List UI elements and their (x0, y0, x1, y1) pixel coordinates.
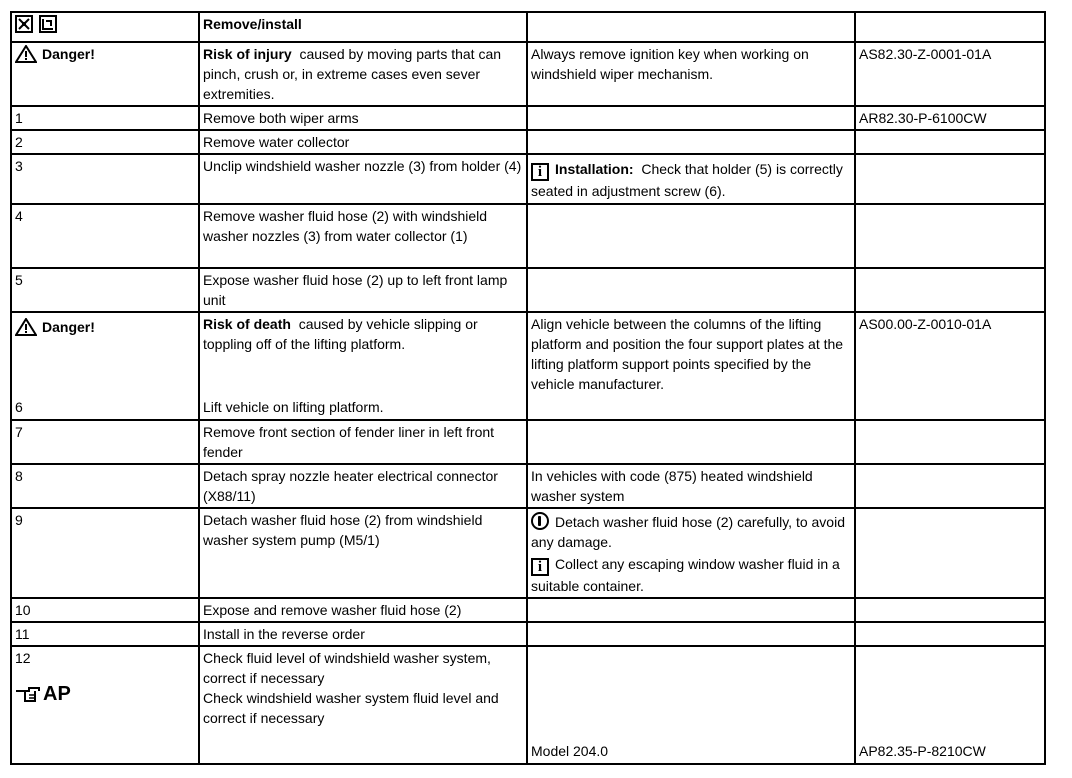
note-cell (527, 598, 855, 622)
ref-link[interactable] (855, 130, 1045, 154)
note-cell (527, 622, 855, 646)
table-row (11, 42, 1045, 106)
step-number: 12 (15, 650, 31, 666)
ap-label: AP (43, 683, 71, 705)
note-cell: In vehicles with code (875) heated windshield washer system (527, 464, 855, 508)
note-cell (527, 130, 855, 154)
table-row (11, 268, 1045, 312)
step-number: 5 (11, 268, 199, 312)
task-text: Check windshield washer system fluid level and correct if necessary (203, 690, 499, 726)
tools-icon (15, 15, 33, 33)
risk-text: caused by moving parts that can pinch, crush or, in extreme cases even sever extremities. (203, 46, 502, 102)
task-text: Install in the reverse order (199, 622, 527, 646)
step-number: 9 (11, 508, 199, 598)
task-text: Expose washer fluid hose (2) up to left front lamp unit (199, 268, 527, 312)
task-text: Remove water collector (199, 130, 527, 154)
danger-label: Danger! (42, 46, 95, 62)
table-row (11, 508, 1045, 598)
task-text: Detach spray nozzle heater electrical connector (X88/11) (199, 464, 527, 508)
risk-title: Risk of death (203, 316, 291, 332)
step-number: 11 (11, 622, 199, 646)
ref-link[interactable] (855, 598, 1045, 622)
ref-link[interactable] (855, 622, 1045, 646)
ref-link[interactable] (855, 420, 1045, 464)
header-icons-cell (11, 12, 199, 42)
table-row (11, 106, 1045, 130)
task-cell (199, 646, 527, 764)
table-row (11, 646, 1045, 764)
task-text: Lift vehicle on lifting platform. (203, 399, 384, 415)
step-number: 1 (11, 106, 199, 130)
note-cell (527, 646, 855, 764)
info-text: Collect any escaping window washer fluid in a suitable container. (531, 556, 840, 594)
note-cell (527, 154, 855, 204)
note-cell: Align vehicle between the columns of the lifting platform and position the four support plates at the lifting platform support points specified by the vehicle manufacturer. (527, 312, 855, 420)
model-label: Model 204.0 (531, 743, 609, 759)
procedure-table (10, 11, 1046, 765)
note-cell (527, 268, 855, 312)
task-text: Detach washer fluid hose (2) from windshield washer system pump (M5/1) (199, 508, 527, 598)
table-row (11, 204, 1045, 268)
step-number: 3 (11, 154, 199, 204)
table-row (11, 598, 1045, 622)
header-ref-cell (855, 12, 1045, 42)
ref-link[interactable] (855, 268, 1045, 312)
header-note-cell (527, 12, 855, 42)
ref-link[interactable]: AR82.30-P-6100CW (855, 106, 1045, 130)
step-number: 8 (11, 464, 199, 508)
installation-text: Check that holder (5) is correctly seated in adjustment screw (6). (531, 161, 843, 199)
step-number: 2 (11, 130, 199, 154)
step-cell (11, 312, 199, 420)
task-text: Remove washer fluid hose (2) with windshield washer nozzles (3) from water collector (1) (199, 204, 527, 268)
task-text: Unclip windshield washer nozzle (3) from holder (4) (199, 154, 527, 204)
warning-triangle-icon (15, 318, 37, 336)
ref-link[interactable] (855, 154, 1045, 204)
info-icon: i (531, 163, 549, 181)
table-row (11, 312, 1045, 420)
header-title: Remove/install (199, 12, 527, 42)
step-number: 4 (11, 204, 199, 268)
caution-text: Detach washer fluid hose (2) carefully, to avoid any damage. (531, 514, 845, 550)
caution-icon (531, 512, 549, 530)
table-row (11, 622, 1045, 646)
note-cell: Always remove ignition key when working on windshield wiper mechanism. (527, 42, 855, 106)
ref-link[interactable]: AS00.00-Z-0010-01A (855, 312, 1045, 420)
note-cell (527, 508, 855, 598)
task-cell (199, 42, 527, 106)
ref-link[interactable] (855, 464, 1045, 508)
info-icon: i (531, 558, 549, 576)
ref-link[interactable]: AP82.35-P-8210CW (859, 743, 986, 759)
ref-cell (855, 646, 1045, 764)
table-row (11, 464, 1045, 508)
note-cell (527, 420, 855, 464)
note-cell (527, 106, 855, 130)
ref-link[interactable] (855, 508, 1045, 598)
table-header-row (11, 12, 1045, 42)
task-text: Check fluid level of windshield washer system, correct if necessary (203, 650, 491, 686)
danger-label: Danger! (42, 319, 95, 335)
step-number: 10 (11, 598, 199, 622)
ramp-icon (39, 15, 57, 33)
ap-marker (15, 684, 195, 704)
ref-link[interactable] (855, 204, 1045, 268)
task-cell (199, 312, 527, 420)
note-cell (527, 204, 855, 268)
table-row (11, 154, 1045, 204)
step-cell (11, 42, 199, 106)
step-number: 7 (11, 420, 199, 464)
risk-text: caused by vehicle slipping or toppling off of the lifting platform. (203, 316, 478, 352)
table-row (11, 130, 1045, 154)
task-text: Expose and remove washer fluid hose (2) (199, 598, 527, 622)
step-number: 6 (15, 399, 23, 415)
step-cell (11, 646, 199, 764)
warning-triangle-icon (15, 45, 37, 63)
task-text: Remove front section of fender liner in left front fender (199, 420, 527, 464)
installation-label: Installation: (555, 161, 634, 177)
risk-title: Risk of injury (203, 46, 292, 62)
table-row (11, 420, 1045, 464)
ref-link[interactable]: AS82.30-Z-0001-01A (855, 42, 1045, 106)
task-text: Remove both wiper arms (199, 106, 527, 130)
pointing-hand-icon (15, 685, 41, 703)
